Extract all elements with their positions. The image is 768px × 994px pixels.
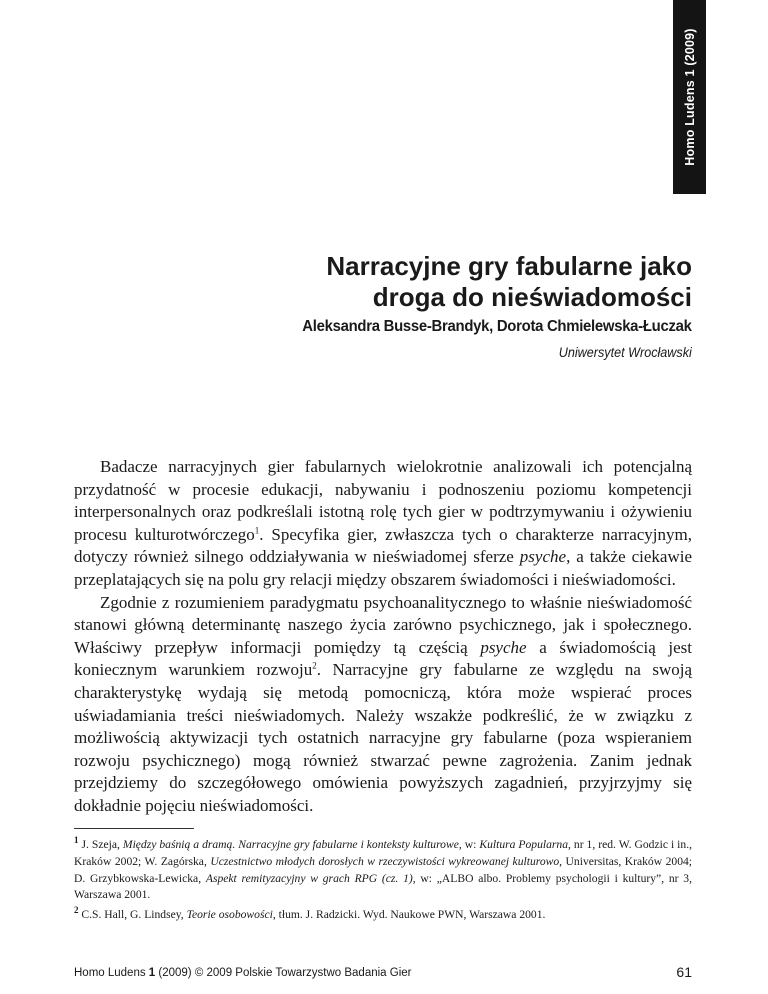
footnote-2-mark: 2	[74, 905, 79, 916]
footer-copyright: (2009) © 2009 Polskie Towarzystwo Badania Gier	[155, 967, 412, 979]
footnotes	[74, 837, 692, 927]
journal-side-tab-label: Homo Ludens 1 (2009)	[682, 28, 697, 166]
page-number: 61	[676, 964, 692, 980]
page-footer	[74, 967, 411, 979]
footnote-1	[74, 837, 692, 904]
fn2-text-1: C.S. Hall, G. Lindsey,	[78, 908, 187, 922]
footnote-2	[74, 907, 692, 924]
fn1-title-2: Kultura Popularna	[479, 838, 569, 851]
p1-text-a: Badacze narracyjnych gier fabularnych wielokrotnie analizowali ich potencjalną przydatność w procesie edukacji, nabywaniu i podnoszeniu poziomu kompetencji interpersonalnych oraz podkreślali istotną rolę tych gier w podtrzymywaniu i ożywieniu procesu kulturotwórczego	[74, 457, 692, 544]
p1-italic-term: psyche	[519, 547, 567, 567]
footer-issue: 1	[148, 967, 156, 979]
body-paragraph-1	[74, 456, 692, 592]
footnote-ref-2: 2	[312, 660, 317, 671]
footnote-ref-1: 1	[254, 525, 260, 536]
fn2-text-2: , tłum. J. Radzicki. Wyd. Naukowe PWN, Warszawa 2001.	[272, 908, 546, 922]
journal-side-tab	[673, 0, 706, 194]
footnote-1-mark: 1	[74, 835, 79, 846]
p2-text-c: . Narracyjne gry fabularne ze względu na swoją charakterystykę wydają się metodą pomocniczą, która może wspierać proces uświadamiania treści nieświadomych. Należy wszakże podkreślić, że w związku z możliwością aktywizacji tych ostatnich narracyjne gry fabularne (poza wspieraniem rozwoju psychicznego) mogą również stwarzać pewne zagrożenia. Zanim jednak przejdziemy do szczegółowego omówienia powyższych zagadnień, przyjrzyjmy się dokładnie pojęciu nieświadomości.	[74, 660, 692, 815]
fn1-text-4: , Universitas, Kraków 2004; D. Grzybkowska-Lewicka,	[74, 854, 693, 885]
fn1-text-2: , w:	[458, 838, 480, 851]
article-body	[74, 456, 692, 818]
author-affiliation: Uniwersytet Wrocławski	[558, 344, 692, 360]
fn1-title-1: Między baśnią a dramą. Narracyjne gry fabularne i konteksty kulturowe	[122, 838, 459, 851]
p2-italic-term: psyche	[480, 637, 527, 657]
article-title-line-2: droga do nieświadomości	[372, 282, 692, 312]
p2-text-a: Zgodnie z rozumieniem paradygmatu psychoanalitycznego to właśnie nieświadomość stanowi główną determinantę naszego życia zarówno psychicznego, jak i społecznego. Właściwy przepływ informacji pomiędzy tą częścią	[74, 592, 692, 657]
body-paragraph-2	[74, 592, 692, 818]
article-title	[326, 251, 692, 313]
fn2-title-1: Teorie osobowości	[186, 908, 273, 922]
p2-text-b: a świadomością jest koniecznym warunkiem rozwoju	[74, 637, 692, 680]
fn1-text-3: , nr 1, red. W. Godzic i in., Kraków 2002; W. Zagórska,	[74, 838, 693, 868]
fn1-title-3: Uczestnictwo młodych dorosłych w rzeczywistości wykreowanej kulturowo	[210, 854, 560, 868]
fn1-text-5: , w: „ALBO albo. Problemy psychologii i kultury”, nr 3, Warszawa 2001.	[74, 871, 692, 902]
p1-text-c: , a także ciekawie przeplatających się na polu gry relacji między obszarem świadomości i nieświadomości.	[74, 547, 693, 589]
fn1-title-4: Aspekt remityzacyjny w grach RPG (cz. 1)	[205, 871, 413, 885]
article-authors: Aleksandra Busse-Brandyk, Dorota Chmielewska-Łuczak	[302, 318, 692, 335]
footnote-divider	[74, 828, 194, 829]
footer-journal: Homo Ludens	[74, 967, 149, 979]
p1-text-b: . Specyfika gier, zwłaszcza tych o charakterze narracyjnym, dotyczy również silnego oddziaływania w nieświadomej sferze	[74, 524, 692, 567]
fn1-text-1: J. Szeja,	[78, 838, 123, 851]
article-title-line-1: Narracyjne gry fabularne jako	[326, 251, 692, 281]
